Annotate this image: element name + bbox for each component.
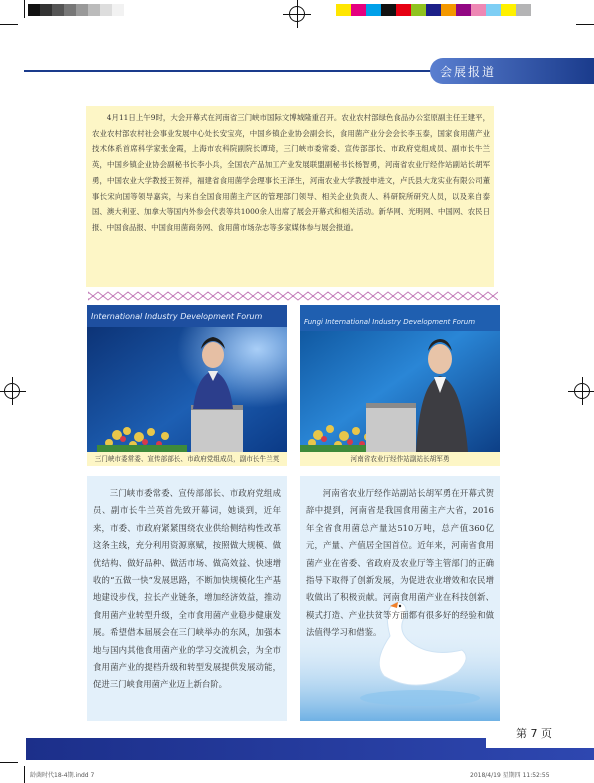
photo-banner-text: International Industry Development Forum [91, 312, 263, 321]
section-title: 会展报道 [440, 65, 497, 79]
article-column-right: 河南省农业厅经作站副站长胡军勇在开幕式贺辞中提到，河南省是我国食用菌主产大省，2016年全省食用菌总产量达510万吨，总产值360亿元，产量、产值居全国首位。近年来，河南省食用菌产业在省委、省政府及农业厅等主管部门的正确指导下取得了创新发展，为促进农业增效和农民增收做出了积极贡献。河南食用菌产业在科技创新、模式打造、产业扶贫等方面都有很多好的经验和做法值得学习和借鉴。 [306, 488, 494, 638]
photo-caption-right: 河南省农业厅经作站副站长胡军勇 [350, 455, 450, 463]
print-color-bar [336, 4, 531, 16]
registration-mark-right [568, 377, 594, 405]
print-file-info: 龄菌时代18-4期.indd 7 [30, 772, 95, 779]
page-number: 第 7 页 [516, 727, 552, 740]
registration-mark-top [283, 0, 311, 28]
photo-banner-text: Fungi International Industry Development Forum [304, 318, 476, 326]
photo-caption-left: 三门峡市委常委、宣传部部长、市政府党组成员，副市长牛兰英 [94, 455, 280, 463]
intro-paragraph: 4月11日上午9时，大会开幕式在河南省三门峡市国际文博城隆重召开。农业农村部绿色食品办公室原副主任王建平，农业农村部农村社会事业发展中心处长安宝亮，中国乡镇企业协会副会长，食用菌产业分会会长李玉泰，国家食用菌产业技术体系首席科学家张金霞，上海市农科院副院长谭琦，三门峡市委常委、宣传部部长、市政府党组成员、副市长牛兰英，中国乡镇企业协会副秘书长李小兵，全国农产品加工产业发展联盟副秘书长杨智勇，河南省农业厅经作站副站长胡军勇，中国农业大学教授王贺祥，福建省食用菌学会理事长王泽生，河南农业大学教授申进文，卢氏县大龙实业有限公司董事长宋向国等领导嘉宾，与来自全国食用菌主产区的管理部门领导、相关企业负责人、科研院所研究人员，以及来自泰国、澳大利亚、加拿大等国内外参会代表等共1000余人出席了展会开幕式和相关活动。新华网、光明网、中国网、农民日报、中国食品报、中国食用菌商务网、食用菌市场杂志等多家媒体参与展会报道。 [92, 113, 490, 232]
photo-speaker-female [87, 305, 287, 452]
registration-mark-left [0, 377, 26, 405]
article-column-left: 三门峡市委常委、宣传部部长、市政府党组成员、副市长牛兰英首先致开幕词，她谈到，近年来，市委、市政府紧紧围绕农业供给侧结构性改革这条主线，充分利用资源禀赋，按照做大规模、做优结构、做好品种、做活市场、做高效益、快速增收的“五做一快”发展思路，不断加快规模化生产基地建设步伐，拉长产业链条，增加经济效益，推动食用菌产业转型升级，全市食用菌产业稳步健康发展。希望借本届展会在三门峡举办的东风，加强本地与国内其他食用菌产业的学习交流机会，为全市食用菌产业的提档升级和转型发展提供发展动能，促进三门峡食用菌产业迈上新台阶。 [93, 488, 281, 690]
crop-mark [0, 24, 18, 25]
crop-mark [0, 762, 18, 763]
zigzag-divider [88, 291, 498, 301]
crop-mark [24, 766, 25, 783]
crop-mark [576, 24, 594, 25]
photo-speaker-male [300, 305, 500, 452]
print-gray-bar [28, 4, 124, 16]
print-timestamp: 2018/4/19 星期四 11:52:55 [470, 772, 550, 779]
crop-mark [24, 0, 25, 18]
